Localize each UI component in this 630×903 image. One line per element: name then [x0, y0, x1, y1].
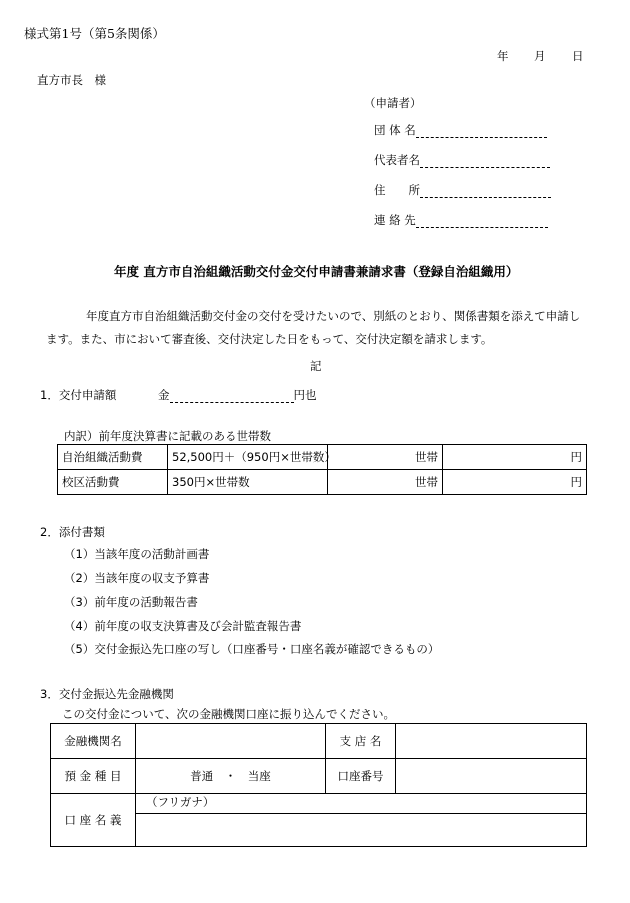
addressee: 直方市長 様 — [37, 73, 106, 87]
branch-input[interactable] — [396, 724, 587, 759]
account-number-input[interactable] — [396, 759, 587, 794]
breakdown-name: 自治組織活動費 — [58, 445, 168, 470]
bank-table — [50, 723, 587, 847]
attachment-item-5: （5）交付金振込先口座の写し（口座番号・口座名義が確認できるもの） — [64, 642, 440, 656]
breakdown-formula: 350円×世帯数 — [168, 470, 328, 495]
bank-note: この交付金について、次の金融機関口座に振り込んでください。 — [62, 707, 396, 721]
section1-label: 1．交付申請額 — [40, 388, 117, 402]
body-line-1: 年度直方市自治組織活動交付金の交付を受けたいので、別紙のとおり、関係書類を添えて申請し — [86, 309, 581, 323]
applicant-group-name-field[interactable] — [374, 122, 547, 138]
breakdown-formula: 52,500円＋（950円×世帯数） — [168, 445, 328, 470]
enya-label: 円也 — [293, 388, 317, 402]
ki-mark: 記 — [310, 359, 322, 373]
breakdown-households-input[interactable]: 世帯 — [328, 470, 443, 495]
breakdown-yen-input[interactable]: 円 — [443, 470, 587, 495]
account-holder-label: 口 座 名 義 — [51, 794, 136, 847]
table-row — [51, 759, 587, 794]
representative-label: 代表者名 — [374, 153, 420, 167]
applicant-representative-field[interactable] — [374, 152, 550, 168]
account-number-label: 口座番号 — [326, 759, 396, 794]
applicant-heading: （申請者） — [364, 96, 422, 110]
account-type-selector[interactable]: 普通 ・ 当座 — [136, 759, 326, 794]
date-month: 月 — [534, 49, 546, 63]
breakdown-title: 内訳）前年度決算書に記載のある世帯数 — [64, 429, 271, 443]
section2-label: 2．添付書類 — [40, 525, 105, 539]
kin-label: 金 — [158, 388, 170, 402]
attachment-item-1: （1）当該年度の活動計画書 — [64, 547, 210, 561]
breakdown-table — [57, 444, 587, 495]
table-row — [51, 794, 587, 814]
date-year: 年 — [497, 49, 509, 63]
application-amount-field[interactable] — [158, 387, 317, 403]
table-row — [58, 470, 587, 495]
group-name-label: 団 体 名 — [374, 123, 416, 137]
bank-name-label: 金融機関名 — [51, 724, 136, 759]
bank-name-input[interactable] — [136, 724, 326, 759]
breakdown-households-input[interactable]: 世帯 — [328, 445, 443, 470]
attachment-item-3: （3）前年度の活動報告書 — [64, 595, 198, 609]
breakdown-yen-input[interactable]: 円 — [443, 445, 587, 470]
furigana-input[interactable] — [136, 794, 587, 814]
account-holder-input[interactable] — [136, 814, 587, 847]
date-day: 日 — [572, 49, 584, 63]
furigana-label: （フリガナ） — [146, 795, 215, 809]
applicant-contact-field[interactable] — [374, 212, 548, 228]
attachment-item-4: （4）前年度の収支決算書及び会計監査報告書 — [64, 619, 302, 633]
section3-label: 3．交付金振込先金融機関 — [40, 687, 174, 701]
body-line-2: ます。また、市において審査後、交付決定した日をもって、交付決定額を請求します。 — [46, 332, 493, 346]
table-row — [51, 724, 587, 759]
address-label: 住 所 — [374, 183, 420, 197]
applicant-address-field[interactable] — [374, 182, 551, 198]
attachment-item-2: （2）当該年度の収支予算書 — [64, 571, 210, 585]
breakdown-name: 校区活動費 — [58, 470, 168, 495]
account-type-label: 預 金 種 目 — [51, 759, 136, 794]
contact-label: 連 絡 先 — [374, 213, 416, 227]
branch-label: 支 店 名 — [326, 724, 396, 759]
form-number: 様式第1号（第5条関係） — [24, 26, 165, 41]
document-title: 年度 直方市自治組織活動交付金交付申請書兼請求書（登録自治組織用） — [114, 264, 519, 279]
table-row — [58, 445, 587, 470]
